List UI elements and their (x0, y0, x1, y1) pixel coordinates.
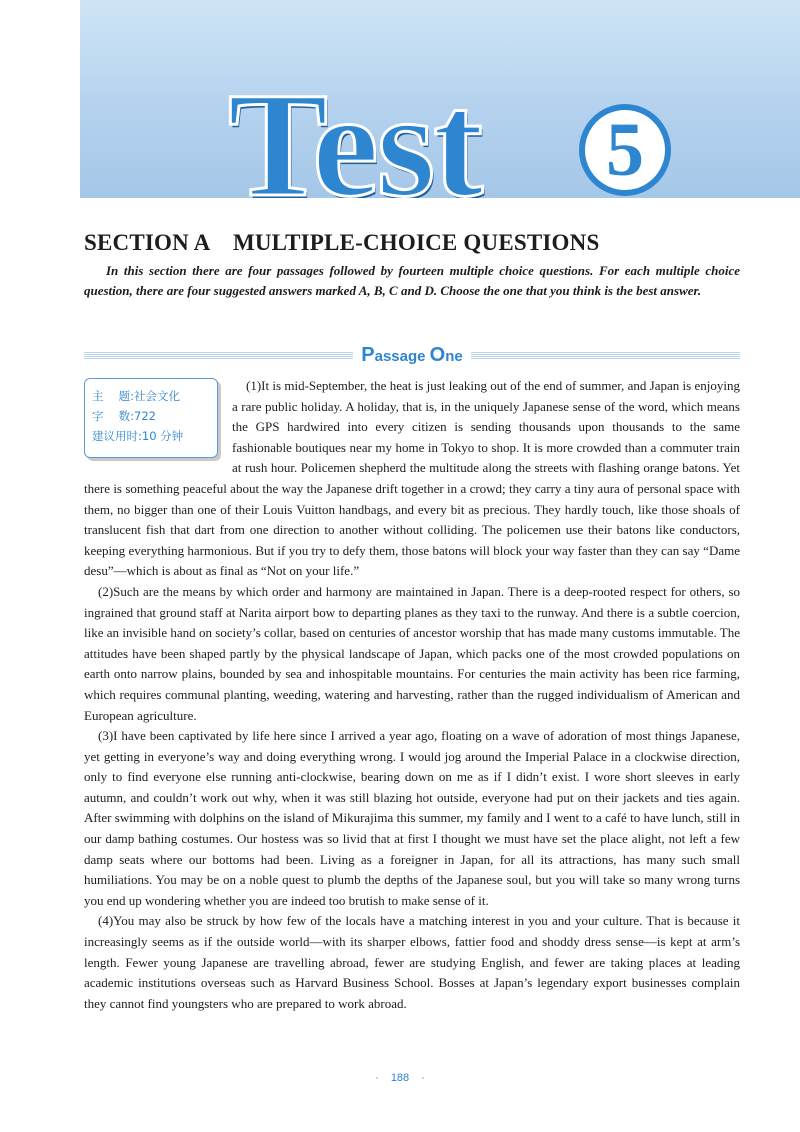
section-title: SECTION A MULTIPLE-CHOICE QUESTIONS (84, 230, 600, 255)
page-dot-left: · (375, 1072, 379, 1084)
passage-heading (84, 344, 740, 366)
paragraph-3: (3)I have been captivated by life here since I arrived a year ago, floating on a wave of adoration of most things Japanese, yet getting in everyone’s way and doing everything wrong. I would jog around the Imperial Palace in a clockwise direction, only to find everyone else running anti-clockwise, bearing down on me as if I didn’t exist. I wore short sleeves in early autumn, and couldn’t work out why, when it was still blazing hot outside, everyone had put on their jackets and ties again. After swimming with dolphins on the island of Mikurajima this summer, my family and I went to a café to have lunch, still in our damp bathing costumes. Our hostess was so livid that at first I thought we must have set the place alight, not left a few damp seats where our bottoms had been. Living as a foreigner in Japan, for all its attractions, has many such small humiliations. You may be on a noble quest to plumb the depths of the Japanese soul, but you will take so many wrong turns you end up wondering whether you are indeed too brutish to make sense of it. (84, 728, 740, 908)
paragraph-2: (2)Such are the means by which order and harmony are maintained in Japan. There is a deep-rooted respect for others, so ingrained that ground staff at Narita airport bow to departing planes as they taxi to the runway. And there is a subtle coercion, like an invisible hand on society’s collar, based on centuries of ancestor worship that has made many customs immutable. The attitudes have been shaped partly by the physical landscape of Japan, which packs one of the most crowded populations on earth onto narrow plains, bounded by sea and inhospitable mountains. For centuries the main activity has been rice farming, which requires communal planting, weeding, watering and harvesting, rather than the rugged individualism of American and European agriculture. (84, 583, 740, 723)
paragraph-4: (4)You may also be struck by how few of the locals have a matching interest in you and your culture. That is because it increasingly seems as if the outside world—with its sharper elbows, fattier food and shoddy dress sense—is kept at arm’s length. Fewer young Japanese are travelling abroad, fewer are studying English, and fewer are taking places at leading academic institutions overseas such as Harvard Business School. Bosses at Japan’s legendary export businesses complain they cannot find youngsters who are prepared to work abroad. (84, 913, 740, 1011)
page-number-footer (0, 1072, 800, 1084)
passage-label-ne: ne (445, 347, 463, 365)
info-suggested-time: 建议用时:10 分钟 (92, 429, 184, 443)
passage-label (353, 344, 470, 367)
info-topic: 主 题:社会文化 (92, 389, 181, 403)
passage-label-rest: assage (374, 347, 430, 365)
test-number-badge: 5 (579, 104, 671, 196)
passage-body (84, 376, 740, 1014)
page-number: 188 (390, 1072, 410, 1084)
title-banner (80, 0, 800, 198)
passage-rule-right (471, 352, 740, 359)
page-dot-right: · (421, 1072, 425, 1084)
paragraph-1: (1)It is mid-September, the heat is just leaking out of the end of summer, and Japan is enjoying a rare public holiday. A holiday, that is, in the uniquely Japanese sense of the word, which means the GPS hardwired into every citizen is sending thousands upon thousands to the same fashionable boutiques near my home in Tokyo to shop. It is more crowded than a commuter train at rush hour. Policemen shepherd the multitude along the streets with flashing orange batons. Yet there is something peaceful about the way the Japanese drift together in a crowd; they carry a tiny aura of personal space with them, no bigger than one of their Louis Vuitton handbags, and every bit as precious. They hardly touch, like those shoals of translucent fish that dart from one direction to another without colliding. The policemen use their batons like conductors, keeping everything harmonious. But if you try to defy them, those batons will block your way faster than they can say “Dame desu”—which is about as final as “Not on your life.” (84, 378, 740, 579)
passage-rule-left (84, 352, 353, 359)
passage-info-box (84, 378, 218, 458)
info-word-count: 字 数:722 (92, 409, 156, 423)
section-instructions: In this section there are four passages followed by fourteen multiple choice questions. For each multiple choice question, there are four suggested answers marked A, B, C and D. Choose the one that you think is the best answer. (84, 263, 740, 298)
test-title: Test (228, 62, 482, 198)
passage-label-o: O (429, 343, 446, 366)
passage-label-p: P (361, 343, 375, 366)
